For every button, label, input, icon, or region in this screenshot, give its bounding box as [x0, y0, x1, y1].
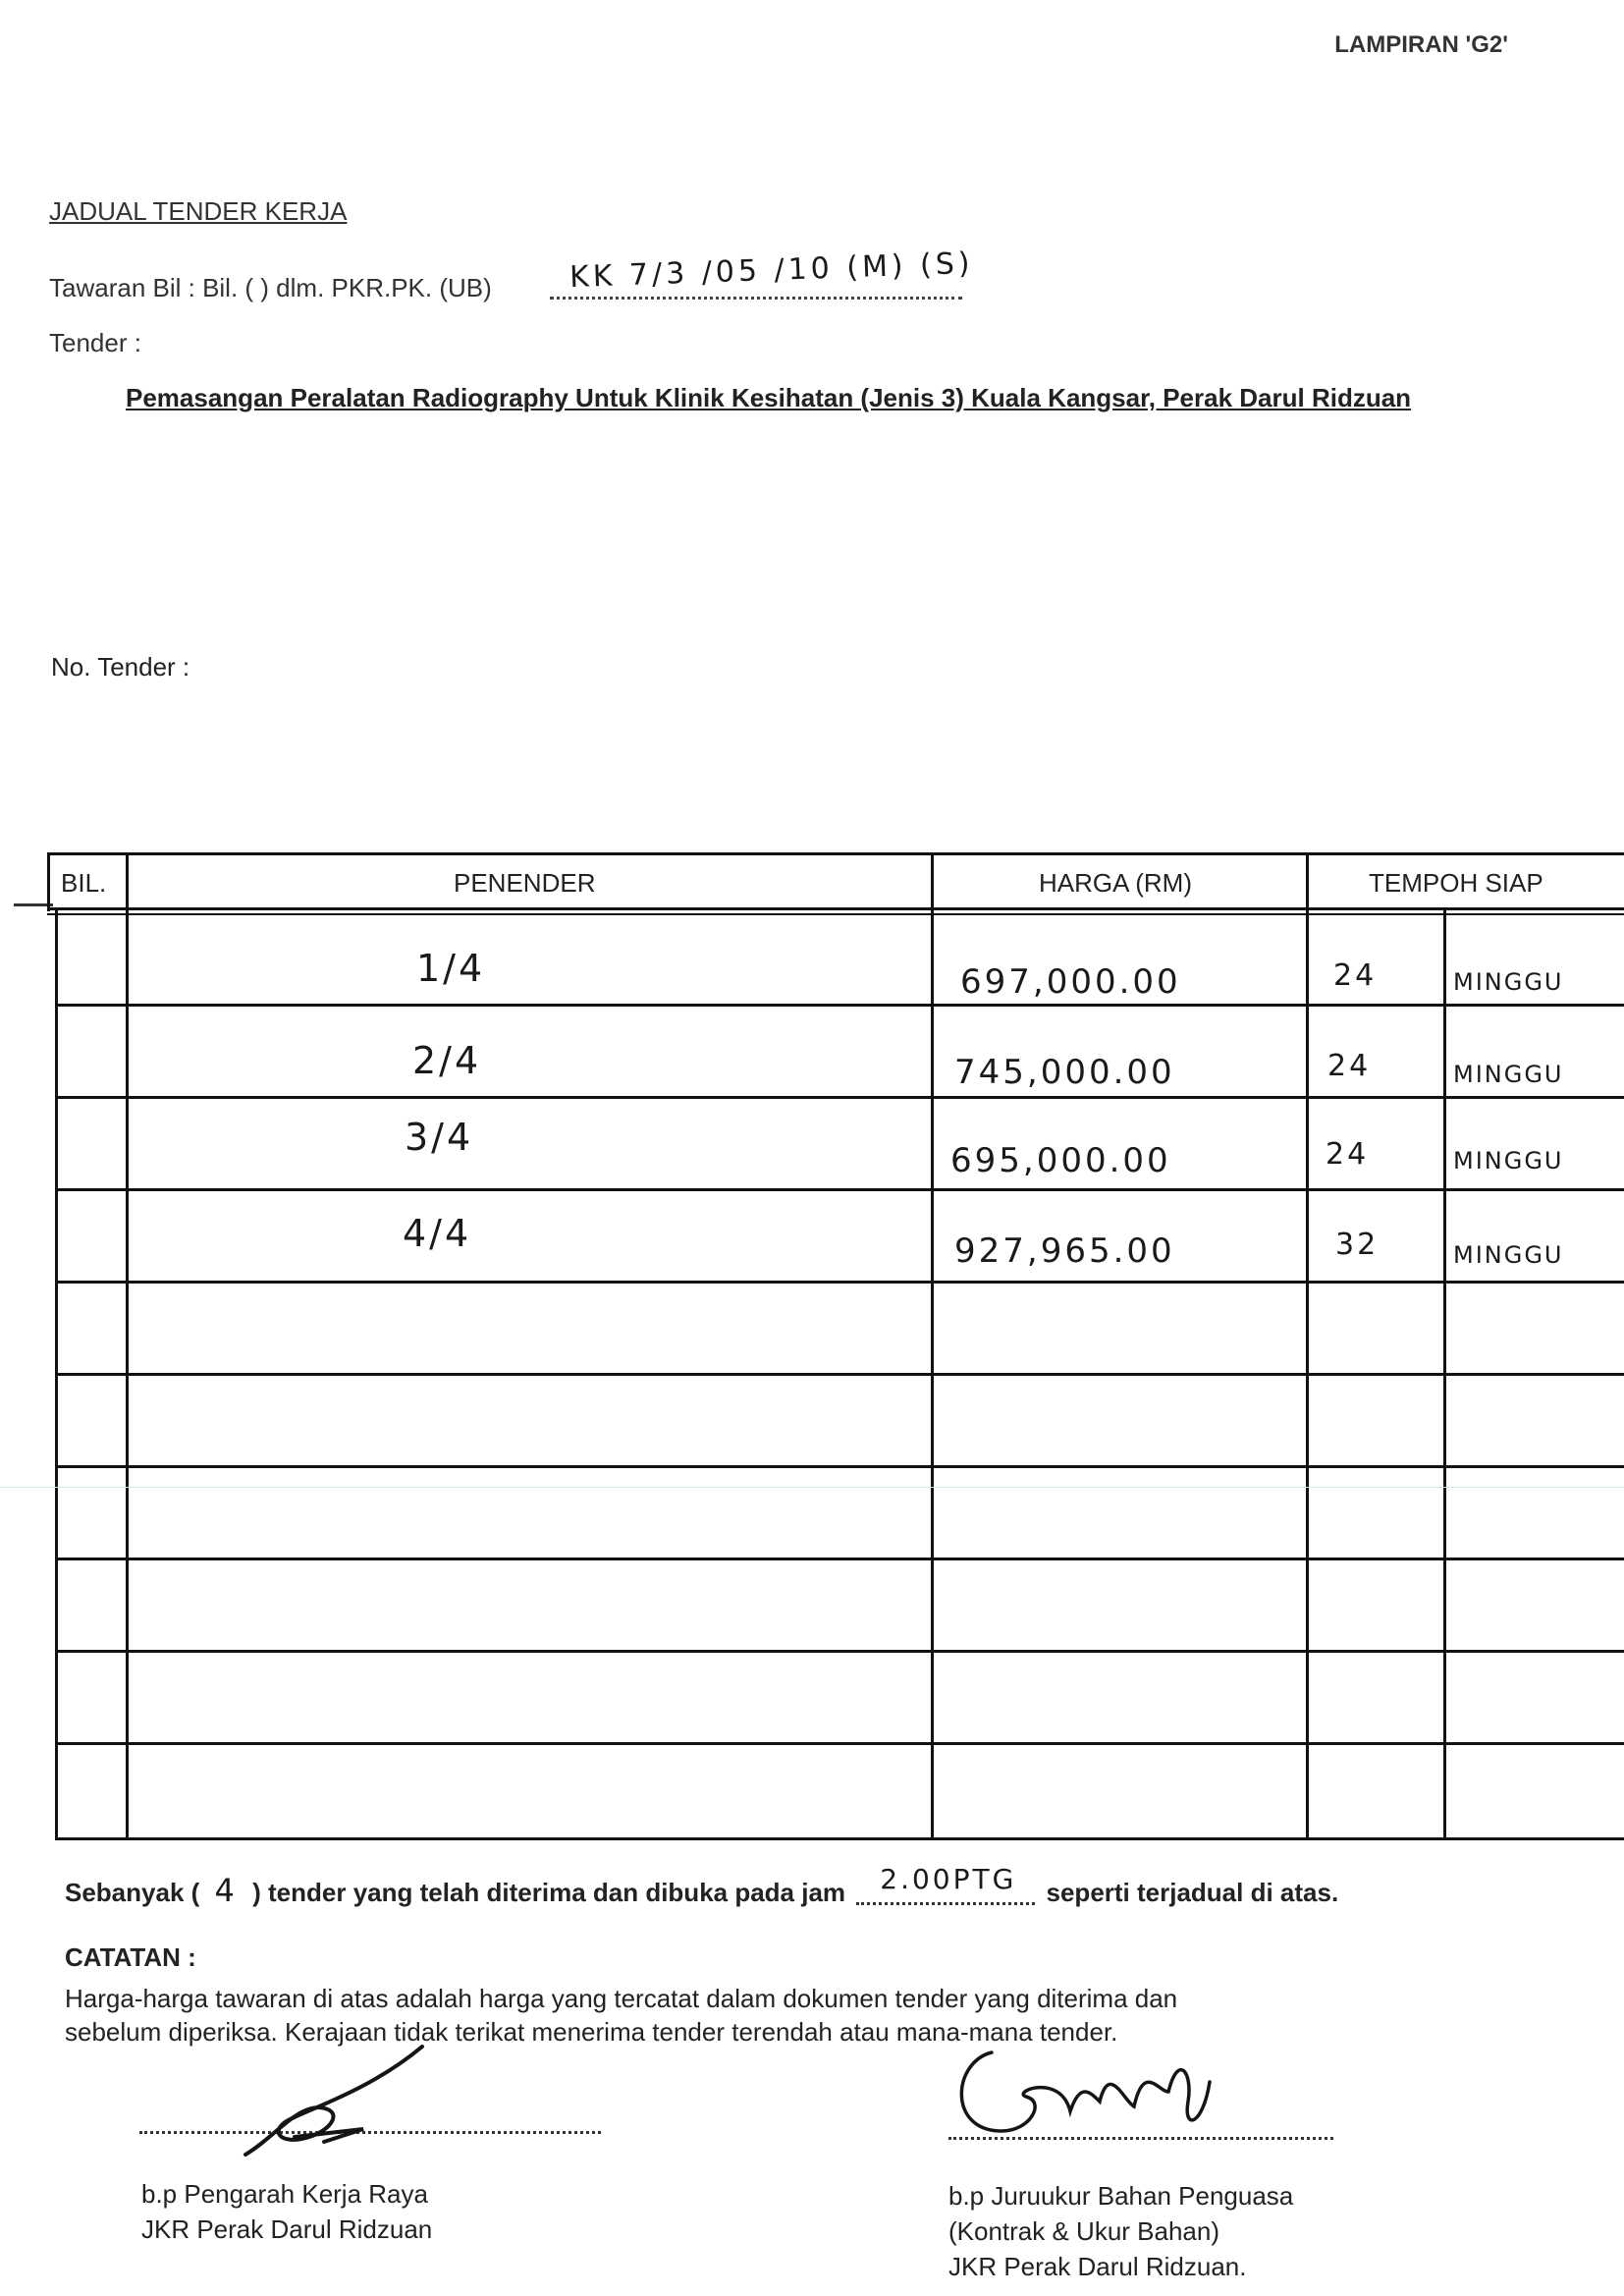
tempoh-cell: 24	[1326, 1137, 1370, 1172]
summary-time: 2.00PTG	[880, 1862, 1017, 1895]
right-signature-line-1: b.p Juruukur Bahan Penguasa	[948, 2181, 1294, 2211]
right-signature-line-2: (Kontrak & Ukur Bahan)	[948, 2216, 1220, 2246]
col-divider-bil	[126, 852, 129, 1840]
harga-cell: 927,965.00	[954, 1231, 1175, 1271]
tender-count-statement	[65, 1862, 1339, 1909]
summary-middle: ) tender yang telah diterima dan dibuka pada jam	[252, 1878, 846, 1907]
summary-prefix: Sebanyak (	[65, 1878, 200, 1907]
row-line	[55, 1096, 1624, 1099]
tender-label: Tender :	[49, 328, 141, 357]
tempoh-cell: 24	[1327, 1049, 1372, 1083]
row-line	[55, 1742, 1624, 1745]
harga-cell: 745,000.00	[954, 1053, 1175, 1092]
catatan-line-2: sebelum diperiksa. Kerajaan tidak terikat menerima tender terendah atau mana-mana tender.	[65, 2017, 1118, 2047]
col-divider-penender	[931, 852, 934, 1840]
left-signature-block	[141, 2176, 432, 2247]
attachment-label: LAMPIRAN 'G2'	[1334, 31, 1508, 58]
penender-cell: 1/4	[416, 947, 486, 990]
tawaran-label: Tawaran Bil : Bil. ( ) dlm. PKR.PK. (UB)	[49, 273, 492, 302]
scan-artifact-line	[0, 1487, 1624, 1488]
harga-cell: 695,000.00	[950, 1141, 1171, 1180]
table-left-border-header	[47, 852, 50, 911]
page-title: JADUAL TENDER KERJA	[49, 196, 348, 226]
tempoh-cell: 32	[1335, 1228, 1380, 1262]
tempoh-unit-cell: MINGGU	[1453, 968, 1564, 996]
left-signature-line-2: JKR Perak Darul Ridzuan	[141, 2214, 433, 2244]
row-line	[55, 1465, 1624, 1468]
summary-count: 4	[214, 1872, 238, 1909]
row-line	[55, 1373, 1624, 1376]
tender-table	[47, 852, 1624, 1842]
time-dotted-line	[856, 1862, 1035, 1905]
header-bil: BIL.	[61, 868, 107, 898]
harga-cell: 697,000.00	[960, 962, 1181, 1002]
table-header-border-2	[47, 913, 1624, 915]
row-line	[55, 1281, 1624, 1284]
penender-cell: 4/4	[403, 1212, 472, 1255]
table-top-border	[47, 852, 1624, 855]
row-line	[55, 1558, 1624, 1560]
left-signature	[226, 2039, 442, 2166]
header-penender: PENENDER	[454, 868, 596, 898]
header-harga: HARGA (RM)	[1039, 868, 1192, 898]
right-signature-line-3: JKR Perak Darul Ridzuan.	[948, 2252, 1247, 2281]
tempoh-unit-cell: MINGGU	[1453, 1147, 1564, 1175]
right-signature-block	[948, 2178, 1293, 2284]
col-divider-harga	[1306, 852, 1309, 1840]
table-bottom-border	[55, 1837, 1624, 1840]
left-signature-line-1: b.p Pengarah Kerja Raya	[141, 2179, 428, 2209]
header-tempoh: TEMPOH SIAP	[1369, 868, 1543, 898]
penender-cell: 3/4	[405, 1116, 474, 1159]
no-tender-label: No. Tender :	[51, 652, 190, 682]
tender-title: Pemasangan Peralatan Radiography Untuk Klinik Kesihatan (Jenis 3) Kuala Kangsar, Perak Darul Ridzuan	[126, 383, 1412, 412]
catatan-title: CATATAN :	[65, 1942, 196, 1972]
penender-cell: 2/4	[412, 1039, 482, 1082]
tawaran-handwritten-value: KK 7/3 /05 /10 (M) (S)	[568, 246, 975, 296]
row-line	[55, 1650, 1624, 1653]
table-header-border	[47, 907, 1624, 910]
tempoh-unit-cell: MINGGU	[1453, 1241, 1564, 1269]
tempoh-unit-cell: MINGGU	[1453, 1061, 1564, 1088]
tempoh-cell: 24	[1333, 958, 1378, 993]
summary-suffix: seperti terjadual di atas.	[1046, 1878, 1339, 1907]
row-line	[55, 1188, 1624, 1191]
row-line	[55, 1004, 1624, 1007]
catatan-line-1: Harga-harga tawaran di atas adalah harga yang tercatat dalam dokumen tender yang diterima dan	[65, 1984, 1178, 2013]
right-signature	[952, 2033, 1247, 2151]
